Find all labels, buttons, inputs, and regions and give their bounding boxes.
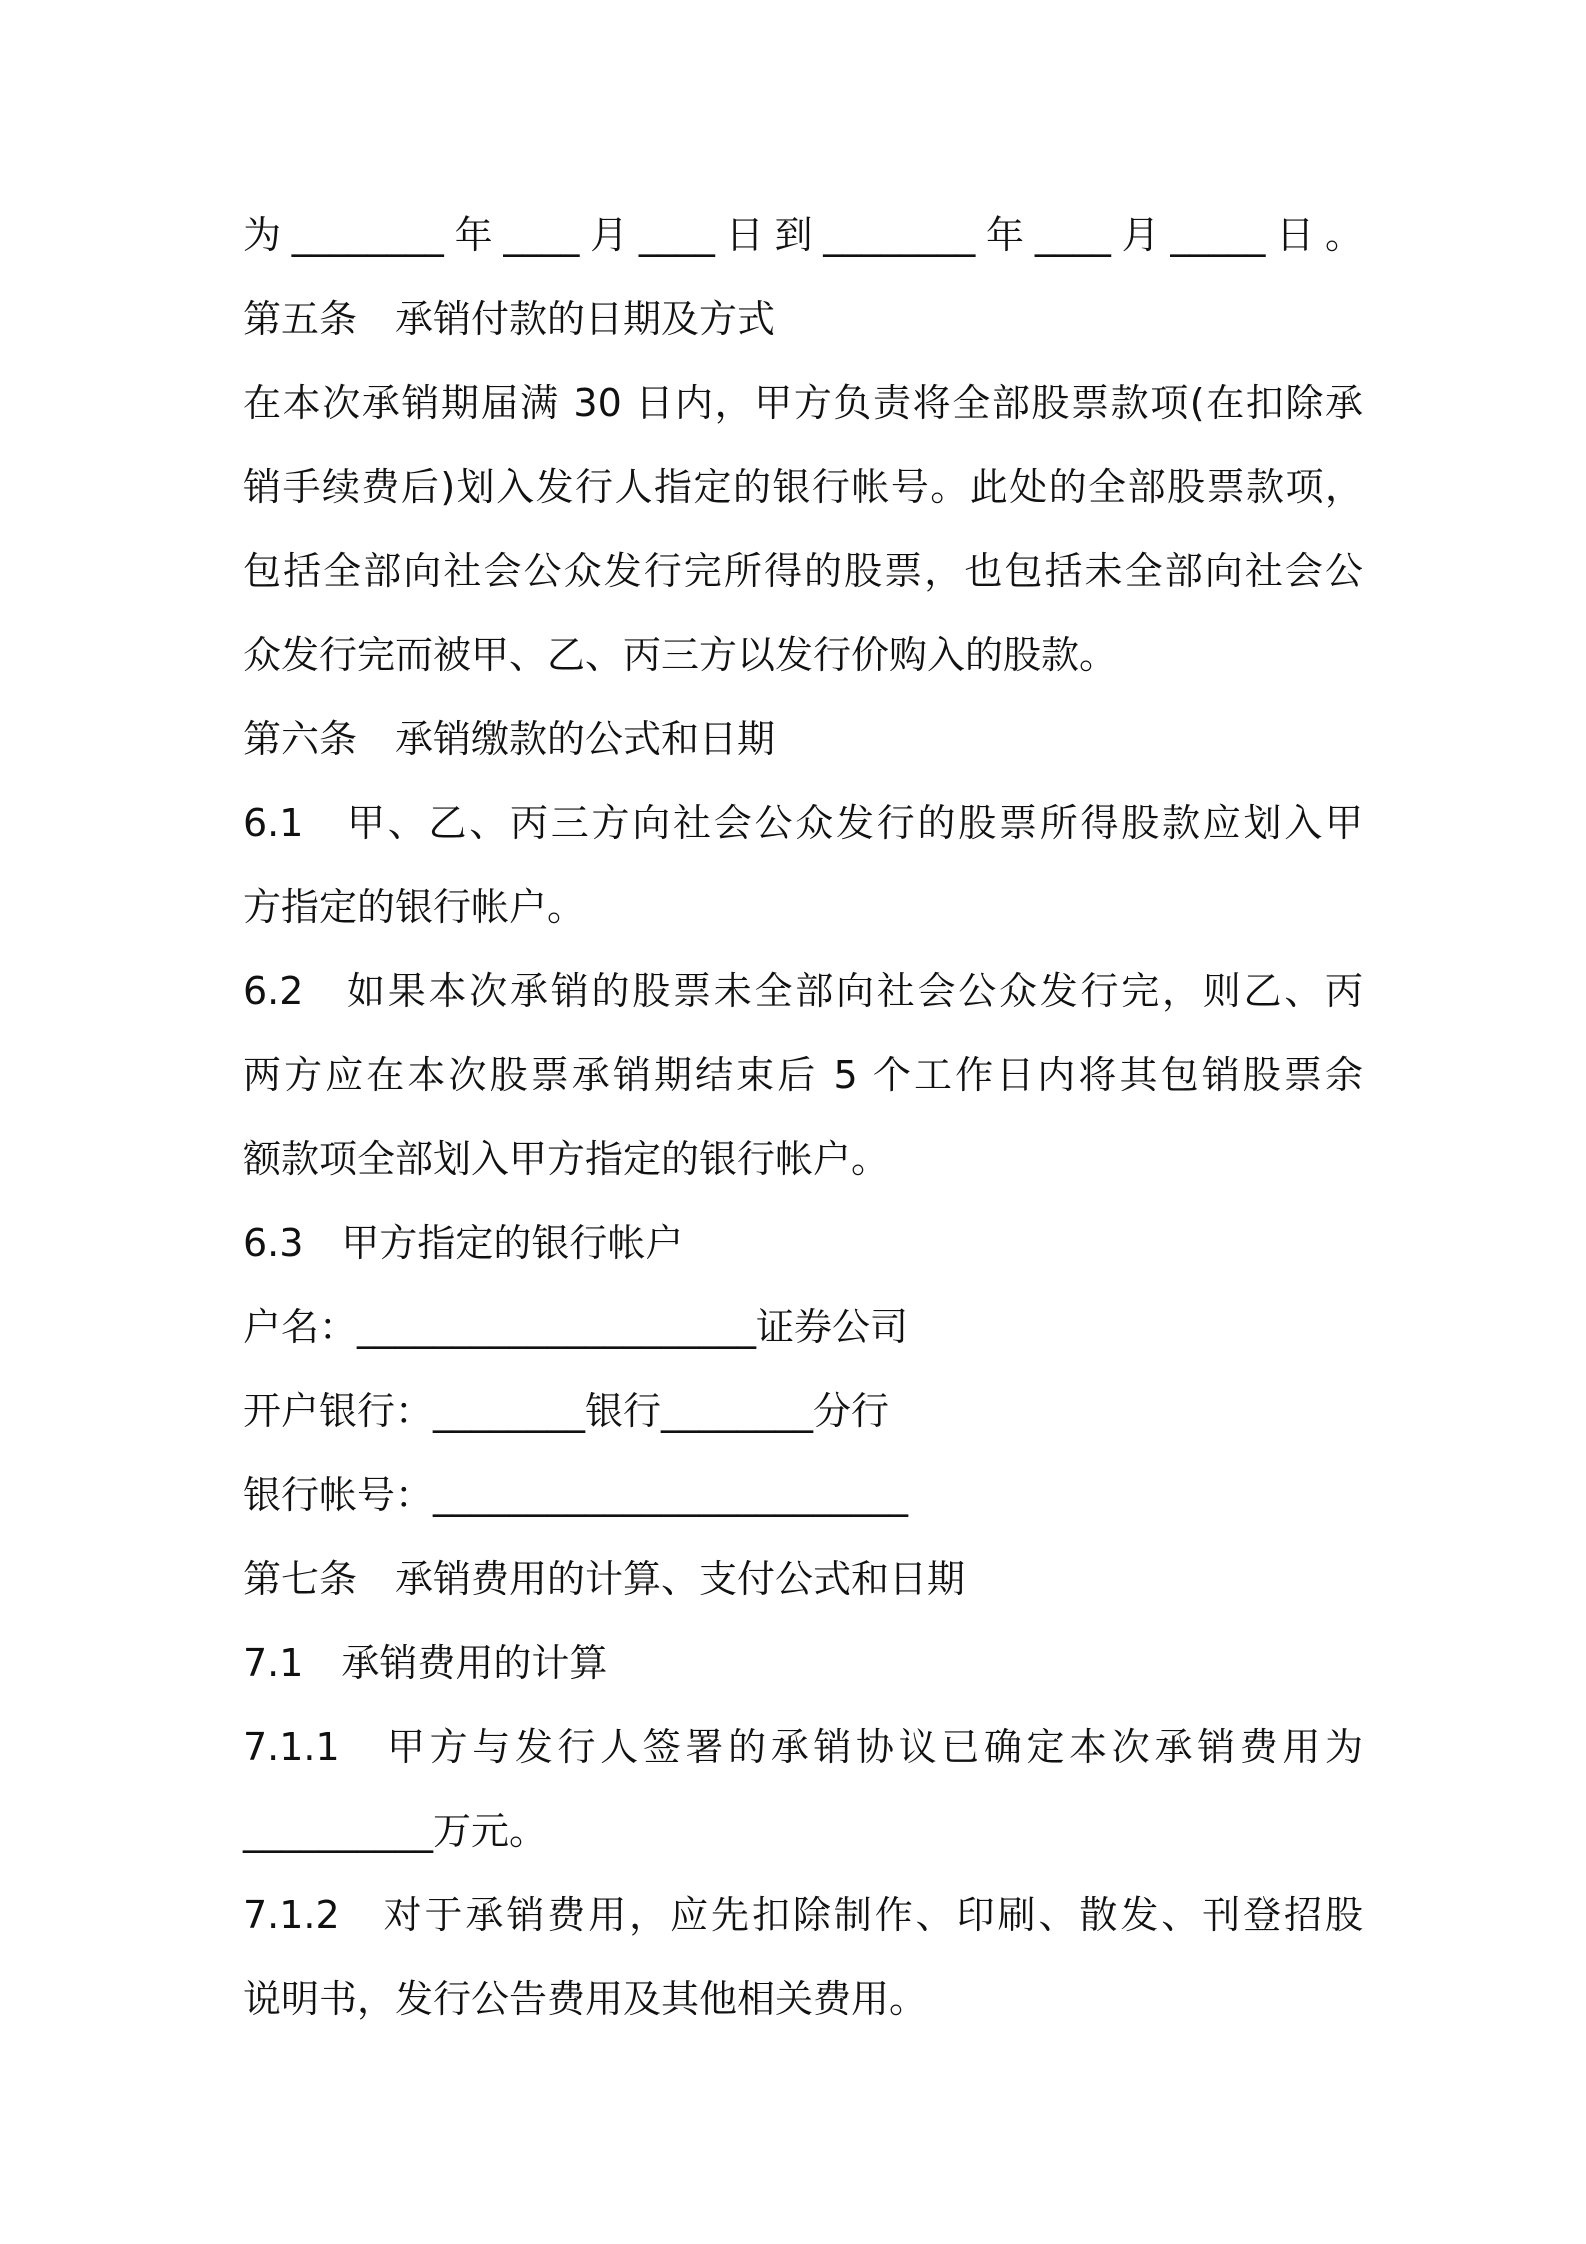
article-5-heading: 第五条 承销付款的日期及方式 (243, 297, 776, 341)
bank-account-number-field: 银行帐号：_________________________ (243, 1473, 909, 1517)
clause-7-1-2-line-1: 7.1.2 对于承销费用，应先扣除制作、印刷、散发、刊登招股 (243, 1893, 1363, 1937)
clause-6-1-line-1: 6.1 甲、乙、丙三方向社会公众发行的股票所得股款应划入甲 (243, 801, 1363, 845)
text-line-6: 众发行完而被甲、乙、丙三方以发行价购入的股款。 (243, 633, 1118, 677)
article-7-heading: 第七条 承销费用的计算、支付公式和日期 (243, 1557, 966, 1601)
clause-7-1-2-line-2: 说明书，发行公告费用及其他相关费用。 (243, 1977, 928, 2021)
text-line-5: 包括全部向社会公众发行完所得的股票，也包括未全部向社会公 (243, 549, 1363, 593)
account-name-field: 户名：_____________________证券公司 (243, 1305, 909, 1349)
clause-6-2-line-2: 两方应在本次股票承销期结束后 5 个工作日内将其包销股票余 (243, 1053, 1363, 1097)
text-line-3: 在本次承销期届满 30 日内，甲方负责将全部股票款项(在扣除承 (243, 381, 1363, 425)
clause-6-3-heading: 6.3 甲方指定的银行帐户 (243, 1221, 684, 1265)
clause-6-2-line-1: 6.2 如果本次承销的股票未全部向社会公众发行完，则乙、丙 (243, 969, 1363, 1013)
text-line-4: 销手续费后)划入发行人指定的银行帐号。此处的全部股票款项， (243, 465, 1363, 509)
document-page (243, 193, 1363, 2041)
opening-bank-field: 开户银行：________银行________分行 (243, 1389, 890, 1433)
clause-6-1-line-2: 方指定的银行帐户。 (243, 885, 586, 929)
clause-7-1-heading: 7.1 承销费用的计算 (243, 1641, 608, 1685)
clause-6-2-line-3: 额款项全部划入甲方指定的银行帐户。 (243, 1137, 890, 1181)
clause-7-1-1-line-2: __________万元。 (243, 1809, 548, 1853)
text-line-1: 为________年____月____日到________年____月_____日。 (243, 213, 1363, 257)
clause-7-1-1-line-1: 7.1.1 甲方与发行人签署的承销协议已确定本次承销费用为 (243, 1725, 1363, 1769)
article-6-heading: 第六条 承销缴款的公式和日期 (243, 717, 776, 761)
